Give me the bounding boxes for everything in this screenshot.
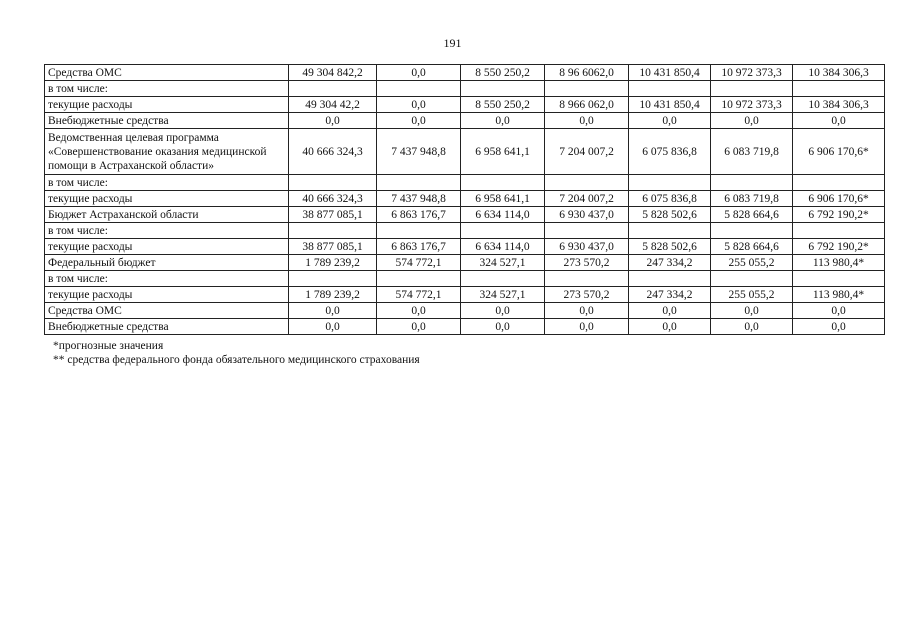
row-value [289,175,377,191]
row-value: 6 863 176,7 [377,207,461,223]
row-value [711,81,793,97]
row-value: 574 772,1 [377,287,461,303]
row-value [461,175,545,191]
row-value: 8 966 062,0 [545,97,629,113]
row-value: 10 384 306,3 [793,97,885,113]
row-value: 10 384 306,3 [793,65,885,81]
row-value: 6 634 114,0 [461,207,545,223]
row-value: 0,0 [545,319,629,335]
budget-table [44,64,885,335]
row-value: 6 792 190,2* [793,239,885,255]
row-value: 0,0 [377,319,461,335]
table-row [45,129,885,175]
row-value: 113 980,4* [793,287,885,303]
row-label: в том числе: [45,271,289,287]
row-value [629,223,711,239]
row-value: 273 570,2 [545,287,629,303]
row-value: 8 550 250,2 [461,65,545,81]
row-label: Ведомственная целевая программа «Совершенствование оказания медицинской помощи в Астраханской области» [45,129,289,175]
table-row [45,223,885,239]
row-value: 6 634 114,0 [461,239,545,255]
row-value: 8 550 250,2 [461,97,545,113]
table-body [45,65,885,335]
row-value: 5 828 502,6 [629,207,711,223]
row-value: 0,0 [629,319,711,335]
row-label: текущие расходы [45,97,289,113]
row-value: 6 906 170,6* [793,191,885,207]
row-value [793,271,885,287]
table-row [45,113,885,129]
footnote-oms: ** средства федерального фонда обязательного медицинского страхования [53,354,420,366]
row-value: 255 055,2 [711,255,793,271]
row-value [545,175,629,191]
row-value: 49 304 42,2 [289,97,377,113]
table-row [45,255,885,271]
row-value [545,223,629,239]
row-value: 10 972 373,3 [711,65,793,81]
row-value: 1 789 239,2 [289,287,377,303]
row-value [793,175,885,191]
row-label: Внебюджетные средства [45,319,289,335]
table-row [45,287,885,303]
row-value [461,271,545,287]
row-value: 0,0 [793,113,885,129]
row-value: 38 877 085,1 [289,207,377,223]
table-row [45,191,885,207]
table-row [45,303,885,319]
row-value: 113 980,4* [793,255,885,271]
row-value: 6 958 641,1 [461,129,545,175]
row-value: 324 527,1 [461,287,545,303]
row-value [461,223,545,239]
footnote-forecast: *прогнозные значения [53,340,164,352]
row-value [289,81,377,97]
row-value [545,271,629,287]
row-value: 6 930 437,0 [545,239,629,255]
table-row [45,271,885,287]
row-value: 0,0 [377,113,461,129]
row-value [793,223,885,239]
table-row [45,81,885,97]
row-value: 5 828 502,6 [629,239,711,255]
row-value [629,175,711,191]
row-value: 0,0 [545,113,629,129]
row-value [289,223,377,239]
row-value: 7 437 948,8 [377,191,461,207]
row-value: 0,0 [461,303,545,319]
row-value [377,271,461,287]
row-value: 49 304 842,2 [289,65,377,81]
row-value: 0,0 [545,303,629,319]
row-value: 324 527,1 [461,255,545,271]
table-row [45,239,885,255]
row-value: 7 204 007,2 [545,129,629,175]
table-row [45,65,885,81]
row-value: 6 792 190,2* [793,207,885,223]
row-value: 10 431 850,4 [629,97,711,113]
row-value: 7 204 007,2 [545,191,629,207]
row-value: 0,0 [461,319,545,335]
row-value: 6 958 641,1 [461,191,545,207]
row-value: 6 075 836,8 [629,191,711,207]
table-row [45,319,885,335]
row-value: 6 930 437,0 [545,207,629,223]
row-value: 0,0 [629,113,711,129]
row-label: текущие расходы [45,191,289,207]
row-value [377,175,461,191]
row-value: 10 972 373,3 [711,97,793,113]
row-label: Средства ОМС [45,65,289,81]
row-value: 0,0 [793,303,885,319]
row-label: Внебюджетные средства [45,113,289,129]
row-value: 0,0 [711,319,793,335]
row-value: 574 772,1 [377,255,461,271]
row-value: 247 334,2 [629,255,711,271]
row-value: 255 055,2 [711,287,793,303]
row-value: 0,0 [629,303,711,319]
row-value: 6 906 170,6* [793,129,885,175]
row-label: Федеральный бюджет [45,255,289,271]
row-value: 247 334,2 [629,287,711,303]
row-value [629,271,711,287]
row-value: 5 828 664,6 [711,207,793,223]
row-value: 0,0 [377,303,461,319]
row-value: 38 877 085,1 [289,239,377,255]
row-value [629,81,711,97]
row-value: 0,0 [377,97,461,113]
row-value: 5 828 664,6 [711,239,793,255]
row-value: 6 083 719,8 [711,129,793,175]
row-label: в том числе: [45,175,289,191]
table-row [45,175,885,191]
row-label: текущие расходы [45,239,289,255]
row-value: 6 083 719,8 [711,191,793,207]
row-value: 0,0 [793,319,885,335]
row-value [377,81,461,97]
row-label: текущие расходы [45,287,289,303]
row-value [289,271,377,287]
row-value: 40 666 324,3 [289,191,377,207]
table-row [45,207,885,223]
row-value: 6 863 176,7 [377,239,461,255]
footnotes [53,339,420,367]
row-value: 0,0 [289,303,377,319]
row-value: 10 431 850,4 [629,65,711,81]
row-value: 40 666 324,3 [289,129,377,175]
row-value: 6 075 836,8 [629,129,711,175]
row-value: 0,0 [377,65,461,81]
row-value: 0,0 [289,319,377,335]
row-label: в том числе: [45,81,289,97]
row-value: 273 570,2 [545,255,629,271]
row-value: 0,0 [289,113,377,129]
row-value: 7 437 948,8 [377,129,461,175]
page-number: 191 [443,36,462,50]
row-value: 0,0 [711,303,793,319]
row-label: Бюджет Астраханской области [45,207,289,223]
table-row [45,97,885,113]
row-value [711,271,793,287]
row-value [545,81,629,97]
row-label: Средства ОМС [45,303,289,319]
row-value [377,223,461,239]
row-value [711,175,793,191]
row-value [711,223,793,239]
row-value: 0,0 [461,113,545,129]
row-value: 1 789 239,2 [289,255,377,271]
row-value [461,81,545,97]
row-value: 0,0 [711,113,793,129]
row-label: в том числе: [45,223,289,239]
row-value [793,81,885,97]
row-value: 8 96 6062,0 [545,65,629,81]
